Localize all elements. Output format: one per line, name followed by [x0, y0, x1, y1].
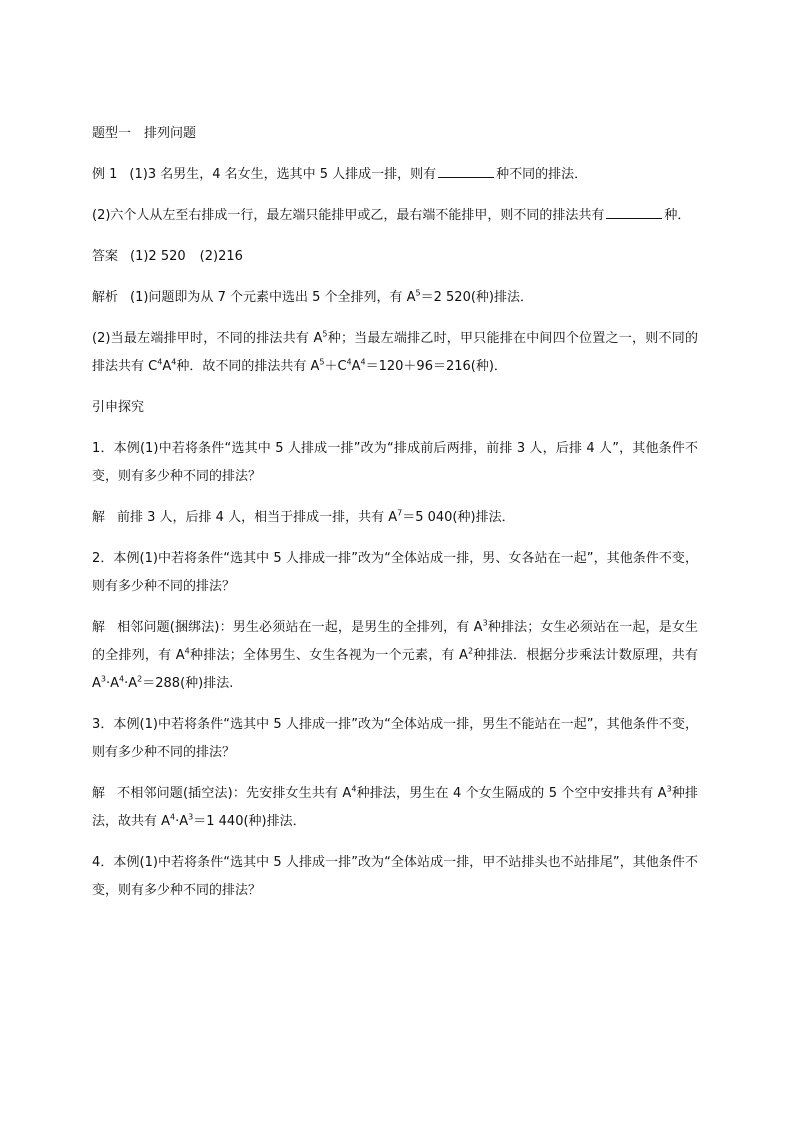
answer-blank [606, 204, 662, 219]
answer: 答案 (1)2 520 (2)216 [92, 243, 698, 271]
example-label: 例 1 [92, 167, 118, 182]
example-q1: 例 1 (1)3 名男生，4 名女生，选其中 5 人排成一排，则有 种不同的排法． [92, 161, 698, 189]
answer-label: 答案 [92, 249, 119, 264]
ext-question-1: 1．本例(1)中若将条件“选其中 5 人排成一排”改为“排成前后两排，前排 3 人，后排 4 人”，其他条件不变，则有多少种不同的排法？ [92, 441, 698, 484]
ext-solution-2: 解 相邻问题(捆绑法)：男生必须站在一起，是男生的全排列，有 $A^3$种排法；女生必须站在一起，是女生的全排列，有 $A^4$种排法；全体男生、女生各视为一个元素，有 $A^2$种排法．根据分步乘法计数原理，共有 $A^3\cdot A^4\cdot A^2=288$(种)排法. [92, 618, 698, 691]
section-title: 题型一 排列问题 [92, 126, 197, 141]
answer-blank [438, 163, 494, 178]
ext-question-2: 2．本例(1)中若将条件“选其中 5 人排成一排”改为“全体站成一排，男、女各站在一起”，其他条件不变，则有多少种不同的排法？ [92, 551, 698, 594]
analysis-p1: 解析 (1)问题即为从 7 个元素中选出 5 个全排列，有 $A^5=2$ 520(种)排法． [92, 284, 698, 312]
ext-question-4: 4．本例(1)中若将条件“选其中 5 人排成一排”改为“全体站成一排，甲不站排头也不站排尾”，其他条件不变，则有多少种不同的排法？ [92, 855, 698, 898]
extension-title: 引申探究 [92, 400, 145, 415]
analysis-p2: (2)当最左端排甲时，不同的排法共有 $A^5$种；当最左端排乙时，甲只能排在中间四个位置之一，则不同的排法共有 $C^4A^4$种．故不同的排法共有 $A^5+C^4A^4=120+96=216$(种)． [92, 329, 698, 374]
example-q2: (2)六个人从左至右排成一行，最左端只能排甲或乙，最右端不能排甲，则不同的排法共有 种． [92, 202, 698, 230]
ext-solution-3: 解 不相邻问题(插空法)：先安排女生共有 $A^4$种排法，男生在 4 个女生隔成的 5 个空中安排共有 $A^3$种排法，故共有 $A^4\cdot A^3=1$ 440(种)排法． [92, 784, 698, 829]
ext-solution-1: 解 前排 3 人，后排 4 人，相当于排成一排，共有 $A^7=5$ 040(种)排法． [92, 508, 515, 525]
analysis-label: 解析 [92, 290, 119, 305]
ext-question-3: 3．本例(1)中若将条件“选其中 5 人排成一排”改为“全体站成一排，男生不能站在一起”，其他条件不变，则有多少种不同的排法？ [92, 717, 698, 760]
